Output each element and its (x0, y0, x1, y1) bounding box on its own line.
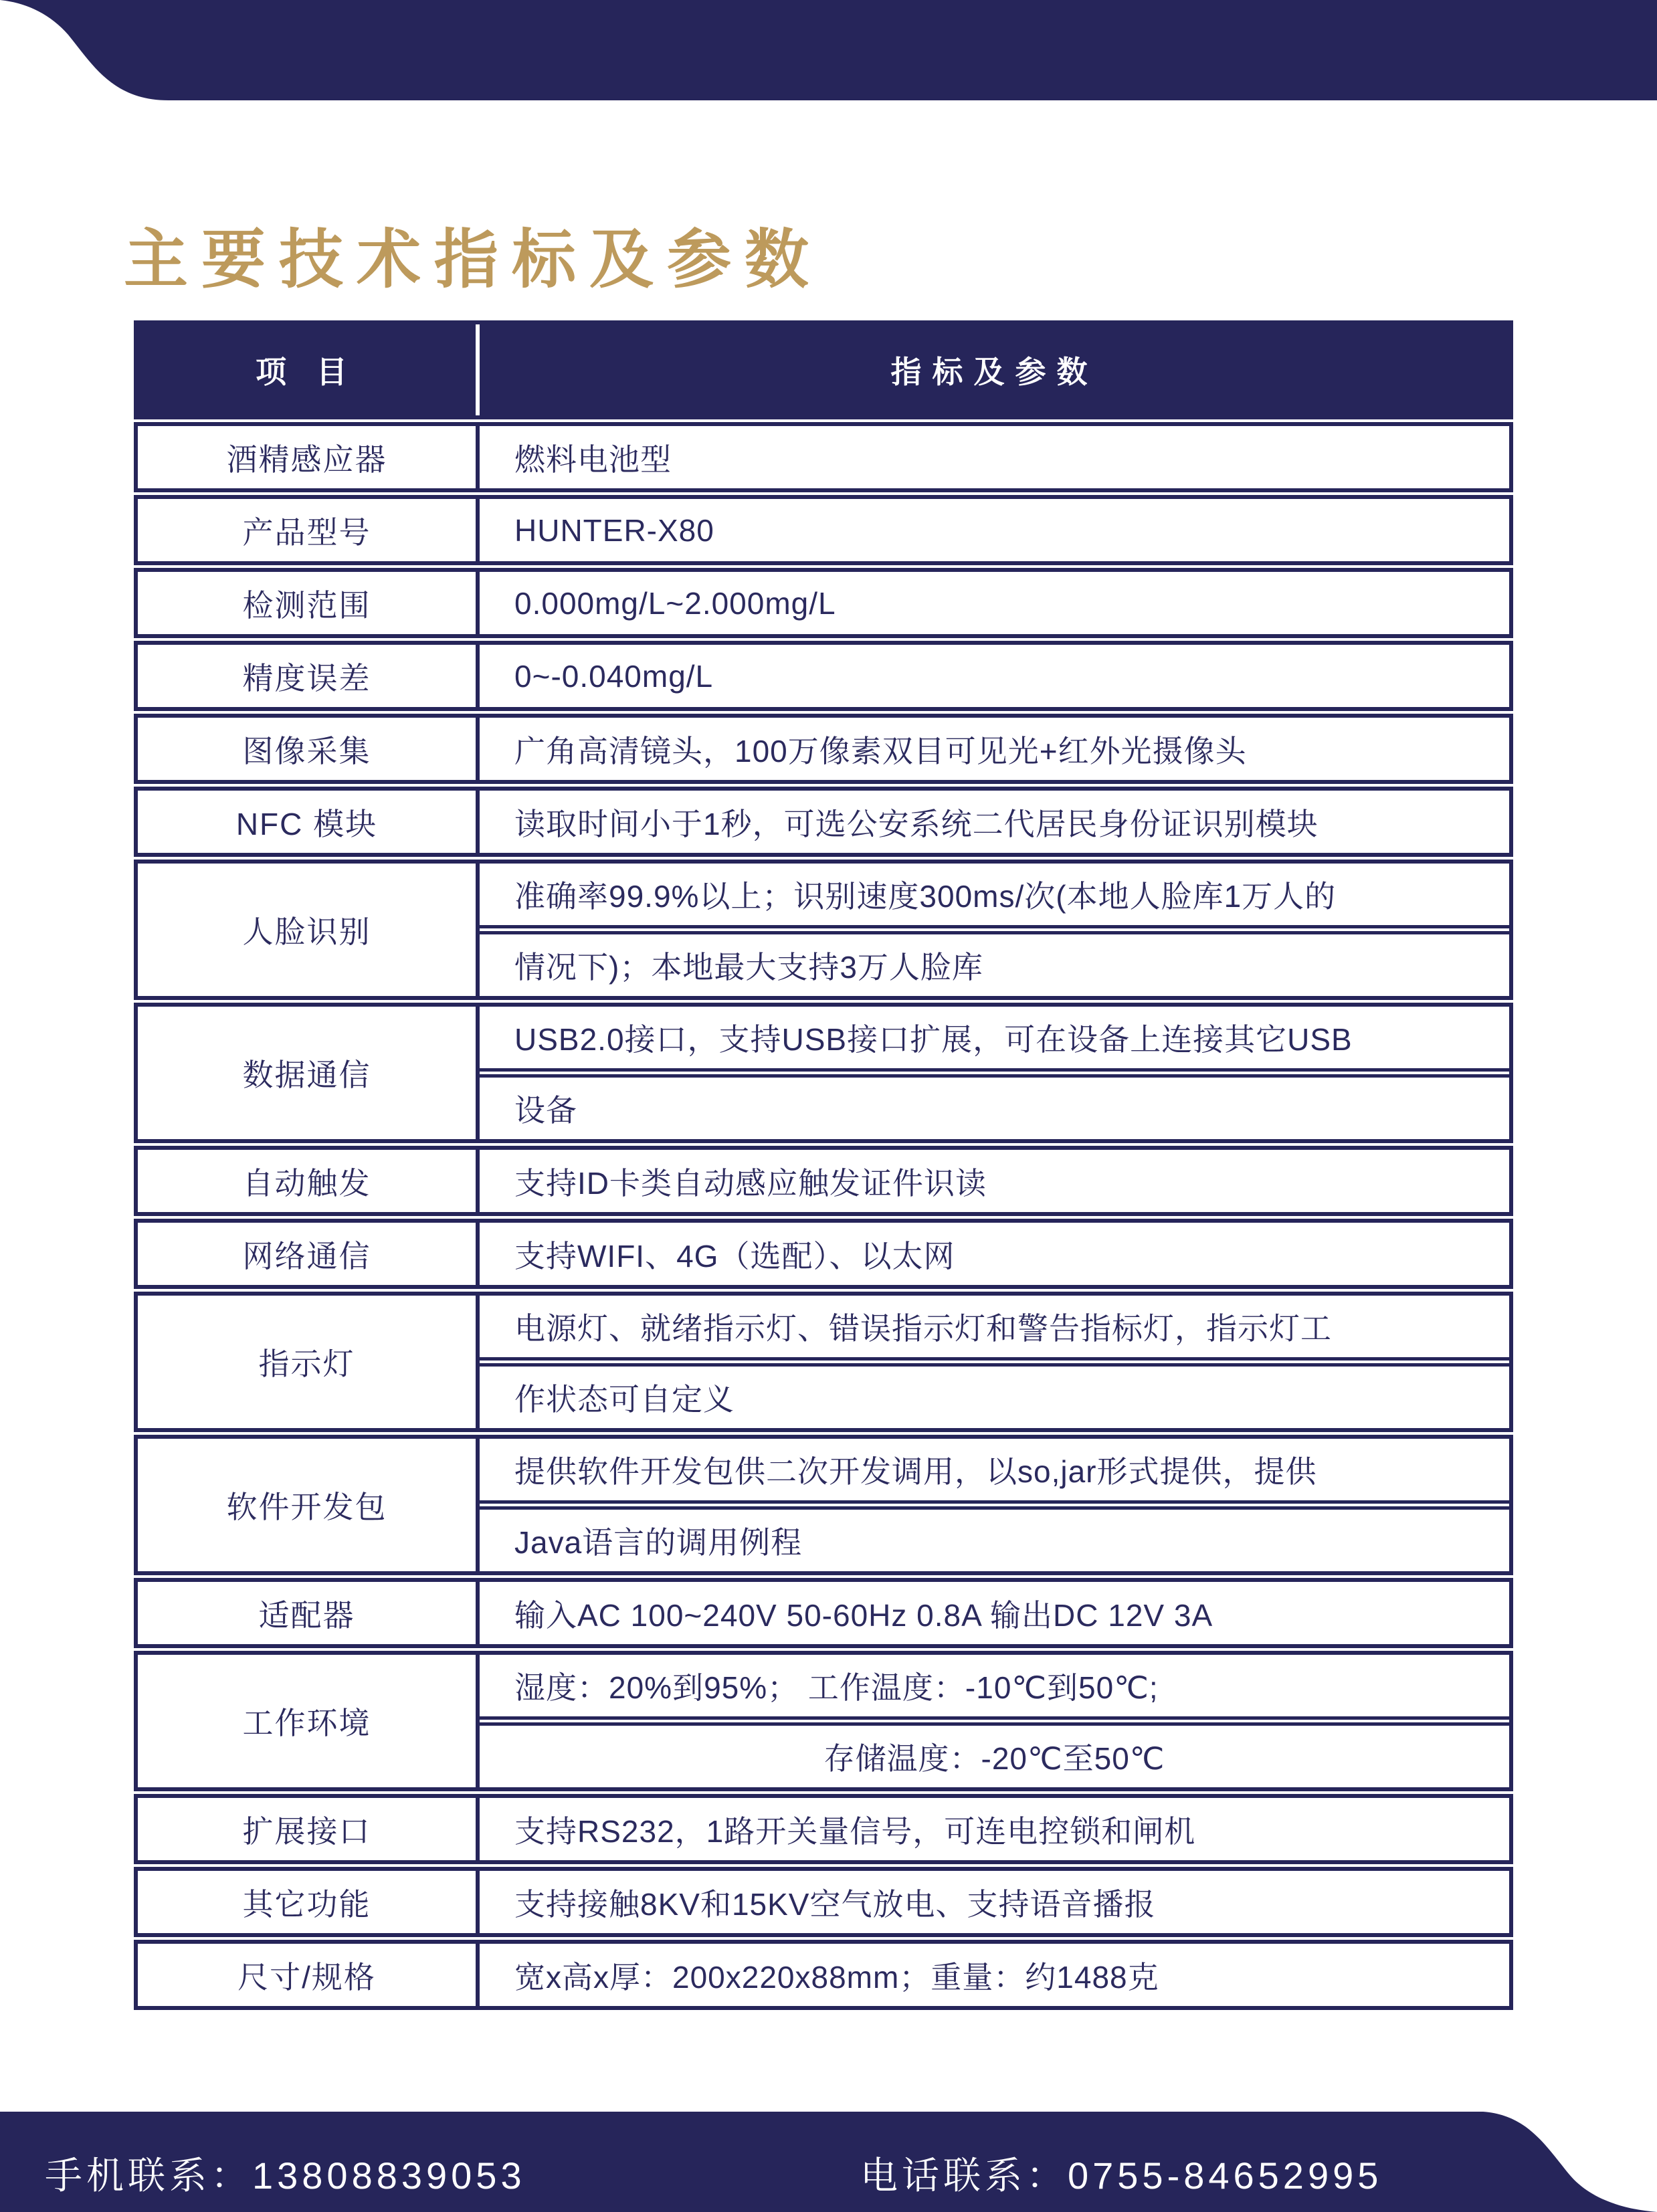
table-row (134, 1794, 1513, 1864)
row-item-label: 指示灯 (138, 1296, 480, 1428)
mobile-contact: 手机联系：13808839053 (45, 2154, 526, 2197)
bottom-banner (0, 2112, 1657, 2212)
row-value-line: 宽x高x厚：200x220x88mm；重量：约1488克 (514, 1959, 1159, 1995)
table-row (134, 1940, 1513, 2010)
table-row (134, 1292, 1513, 1432)
row-value-line: 情况下)；本地最大支持3万人脸库 (514, 950, 983, 985)
row-item-label: 精度误差 (138, 645, 480, 707)
row-value-line: 设备 (514, 1093, 577, 1128)
row-value-line: 提供软件开发包供二次开发调用，以so,jar形式提供，提供 (514, 1454, 1317, 1489)
table-row (134, 1651, 1513, 1791)
row-item-label: 扩展接口 (138, 1798, 480, 1860)
row-value-line: 0.000mg/L~2.000mg/L (514, 585, 836, 621)
row-item-label: 图像采集 (138, 718, 480, 780)
row-value (480, 572, 1509, 634)
table-row (134, 422, 1513, 492)
row-value (480, 791, 1509, 853)
table-header-row (134, 320, 1513, 419)
table-row (134, 1003, 1513, 1143)
value-cell-divider (480, 925, 1509, 934)
table-row (134, 495, 1513, 565)
table-row (134, 860, 1513, 1000)
row-value-line: 作状态可自定义 (514, 1382, 735, 1417)
table-row (134, 1219, 1513, 1289)
row-value (480, 1944, 1509, 2006)
table-row (134, 1146, 1513, 1216)
row-value-line: 存储温度：-20℃至50℃ (823, 1741, 1165, 1776)
row-item-label: 网络通信 (138, 1223, 480, 1285)
row-value-line: 读取时间小于1秒，可选公安系统二代居民身份证识别模块 (514, 806, 1319, 841)
header-col-params: 指标及参数 (890, 355, 1098, 389)
row-value (480, 1007, 1509, 1139)
table-row (134, 1435, 1513, 1575)
row-value (480, 1798, 1509, 1860)
table-row (134, 568, 1513, 638)
row-value (480, 718, 1509, 780)
table-row (134, 787, 1513, 857)
value-cell-divider (480, 1500, 1509, 1510)
row-item-label: 软件开发包 (138, 1439, 480, 1571)
row-value (480, 1655, 1509, 1787)
row-value-line: USB2.0接口，支持USB接口扩展，可在设备上连接其它USB (514, 1022, 1353, 1057)
table-row (134, 714, 1513, 784)
row-item-label: 人脸识别 (138, 864, 480, 996)
row-item-label: 检测范围 (138, 572, 480, 634)
row-item-label: 自动触发 (138, 1150, 480, 1212)
row-value-line: 湿度：20%到95%； 工作温度：-10℃到50℃; (514, 1670, 1159, 1705)
row-value-line: 广角高清镜头，100万像素双目可见光+红外光摄像头 (514, 733, 1247, 769)
row-value (480, 1223, 1509, 1285)
row-item-label: 其它功能 (138, 1871, 480, 1933)
row-item-label: 适配器 (138, 1582, 480, 1644)
phone-contact: 电话联系：0755-84652995 (860, 2154, 1383, 2197)
page-title: 主要技术指标及参数 (124, 224, 822, 296)
row-value (480, 645, 1509, 707)
row-value-line: 支持WIFI、4G（选配）、以太网 (514, 1238, 955, 1274)
value-cell-divider (480, 1357, 1509, 1367)
top-banner-swoosh (0, 0, 1657, 100)
row-value (480, 1582, 1509, 1644)
row-item-label: NFC 模块 (138, 791, 480, 853)
row-value (480, 1871, 1509, 1933)
row-value-line: 支持接触8KV和15KV空气放电、支持语音播报 (514, 1886, 1156, 1922)
row-value-line: Java语言的调用例程 (514, 1525, 803, 1560)
row-item-label: 产品型号 (138, 499, 480, 561)
row-item-label: 数据通信 (138, 1007, 480, 1139)
spec-table (134, 320, 1513, 2010)
row-value-line: 支持ID卡类自动感应触发证件识读 (514, 1165, 987, 1201)
row-item-label: 尺寸/规格 (138, 1944, 480, 2006)
row-value (480, 1150, 1509, 1212)
value-cell-divider (480, 1716, 1509, 1726)
row-value-line: 电源灯、就绪指示灯、错误指示灯和警告指标灯，指示灯工 (514, 1311, 1332, 1346)
header-col-item: 项 目 (138, 324, 480, 415)
value-cell-divider (480, 1068, 1509, 1078)
row-value-line: HUNTER-X80 (514, 512, 714, 548)
row-value (480, 426, 1509, 488)
row-value (480, 864, 1509, 996)
row-value-line: 0~-0.040mg/L (514, 658, 714, 694)
top-banner (0, 0, 1657, 100)
row-item-label: 工作环境 (138, 1655, 480, 1787)
row-value (480, 499, 1509, 561)
row-value-line: 准确率99.9%以上；识别速度300ms/次(本地人脸库1万人的 (514, 879, 1337, 914)
row-item-label: 酒精感应器 (138, 426, 480, 488)
row-value-line: 支持RS232，1路开关量信号，可连电控锁和闸机 (514, 1813, 1196, 1849)
row-value (480, 1439, 1509, 1571)
table-row (134, 1867, 1513, 1937)
table-row (134, 1578, 1513, 1648)
row-value (480, 1296, 1509, 1428)
row-value-line: 燃料电池型 (514, 441, 672, 477)
row-value-line: 输入AC 100~240V 50-60Hz 0.8A 输出DC 12V 3A (514, 1597, 1213, 1633)
table-row (134, 641, 1513, 711)
